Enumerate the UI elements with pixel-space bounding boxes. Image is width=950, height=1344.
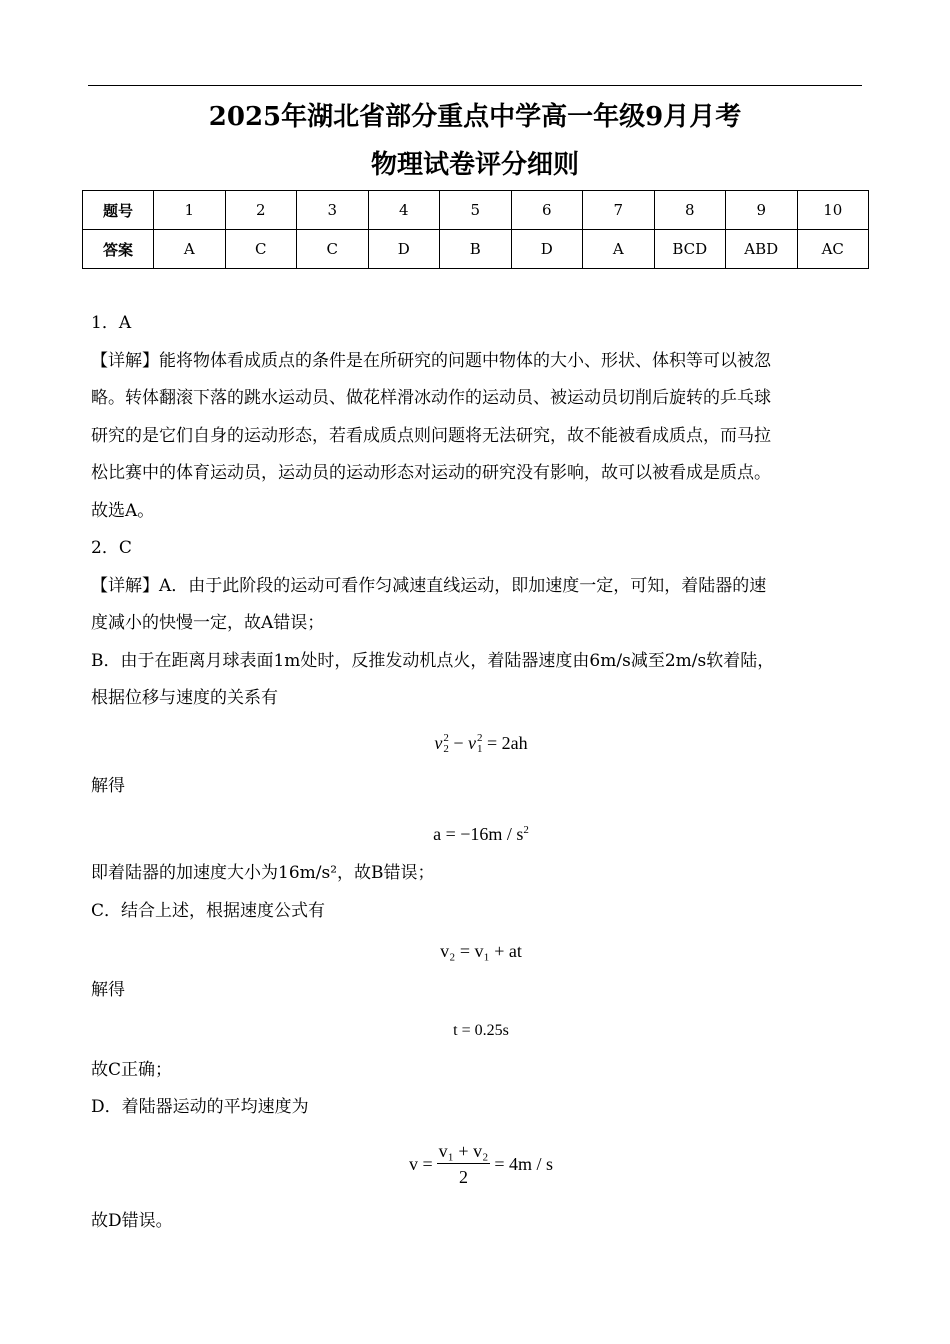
page-title: 2025年湖北省部分重点中学高一年级9月月考 (208, 102, 742, 132)
q1-heading: 1．A (91, 313, 132, 333)
q2-option-c-line: C．结合上述，根据速度公式有 (91, 900, 326, 921)
q2-option-d-conclusion: 故D错误。 (91, 1210, 173, 1231)
solutions-body (91, 305, 871, 1240)
question-number: 4 (368, 191, 440, 230)
equation-rhs: = 4m / s (494, 1153, 554, 1174)
fraction-numerator: v₁ + v₂ (437, 1139, 491, 1164)
row-label-numbers: 题号 (83, 191, 154, 230)
answer-cell: A (154, 230, 226, 269)
page-subtitle: 物理试卷评分细则 (370, 150, 579, 180)
answer-cell: D (368, 230, 440, 269)
question-number: 9 (726, 191, 798, 230)
top-rule (88, 85, 862, 86)
acceleration-result: a = −16m / s (433, 824, 524, 844)
answer-cell: D (511, 230, 583, 269)
question-number: 5 (440, 191, 512, 230)
velocity-displacement-equation: v 2 2 − v 2 1 = 2ah (434, 732, 528, 756)
question-number: 6 (511, 191, 583, 230)
q2-option-b-line: 根据位移与速度的关系有 (91, 688, 278, 708)
exponent: 2 (523, 824, 529, 836)
q1-detail-line: 【详解】能将物体看成质点的条件是在所研究的问题中物体的大小、形状、体积等可以被忽 (91, 350, 771, 371)
answer-cell: B (440, 230, 512, 269)
fraction (437, 1139, 491, 1190)
question-number: 10 (797, 191, 869, 230)
q2-option-c-conclusion: 故C正确； (91, 1059, 173, 1080)
answer-cell: BCD (654, 230, 726, 269)
table-row-numbers (83, 191, 869, 230)
q2-option-a-line: 【详解】A．由于此阶段的运动可看作匀减速直线运动，即加速度一定，可知，着陆器的速 (91, 575, 767, 596)
question-number: 3 (297, 191, 369, 230)
equation-lhs: v = (408, 1153, 433, 1174)
average-velocity-equation (91, 1127, 871, 1203)
q2-option-d-line: D．着陆器运动的平均速度为 (91, 1097, 309, 1117)
q1-detail-line: 松比赛中的体育运动员，运动员的运动形态对运动的研究没有影响，故可以被看成是质点。 (91, 463, 771, 483)
answer-cell: A (583, 230, 655, 269)
q2-option-a-line: 度减小的快慢一定，故A错误； (91, 613, 325, 633)
question-number: 8 (654, 191, 726, 230)
answer-cell: C (225, 230, 297, 269)
row-label-answers: 答案 (83, 230, 154, 269)
table-row-answers (83, 230, 869, 269)
equation-rhs: = 2ah (487, 732, 528, 753)
q1-detail-line: 研究的是它们自身的运动形态，若看成质点则问题将无法研究，故不能被看成质点，而马拉 (91, 425, 771, 446)
answer-cell: ABD (726, 230, 798, 269)
q2-option-b-line: B．由于在距离月球表面1m处时，反推发动机点火，着陆器速度由6m/s减至2m/s软着陆， (91, 650, 775, 671)
time-result-equation: t = 0.25s (453, 1021, 509, 1039)
acceleration-result-equation (91, 805, 871, 855)
answer-table (82, 190, 869, 269)
question-number: 1 (154, 191, 226, 230)
q1-conclusion: 故选A。 (91, 500, 155, 521)
answer-cell: C (297, 230, 369, 269)
q2-heading: 2．C (91, 538, 132, 558)
answer-cell: AC (797, 230, 869, 269)
velocity-formula-equation: v₂ = v₁ + at (440, 941, 522, 961)
solve-label: 解得 (91, 980, 125, 1000)
question-number: 7 (583, 191, 655, 230)
fraction-denominator: 2 (458, 1167, 468, 1187)
q2-option-b-conclusion: 即着陆器的加速度大小为16m/s²，故B错误； (91, 863, 435, 883)
question-number: 2 (225, 191, 297, 230)
q1-detail-line: 略。转体翻滚下落的跳水运动员、做花样滑冰动作的运动员、被运动员切削后旋转的乒乓球 (91, 388, 771, 408)
solve-label: 解得 (91, 775, 125, 796)
